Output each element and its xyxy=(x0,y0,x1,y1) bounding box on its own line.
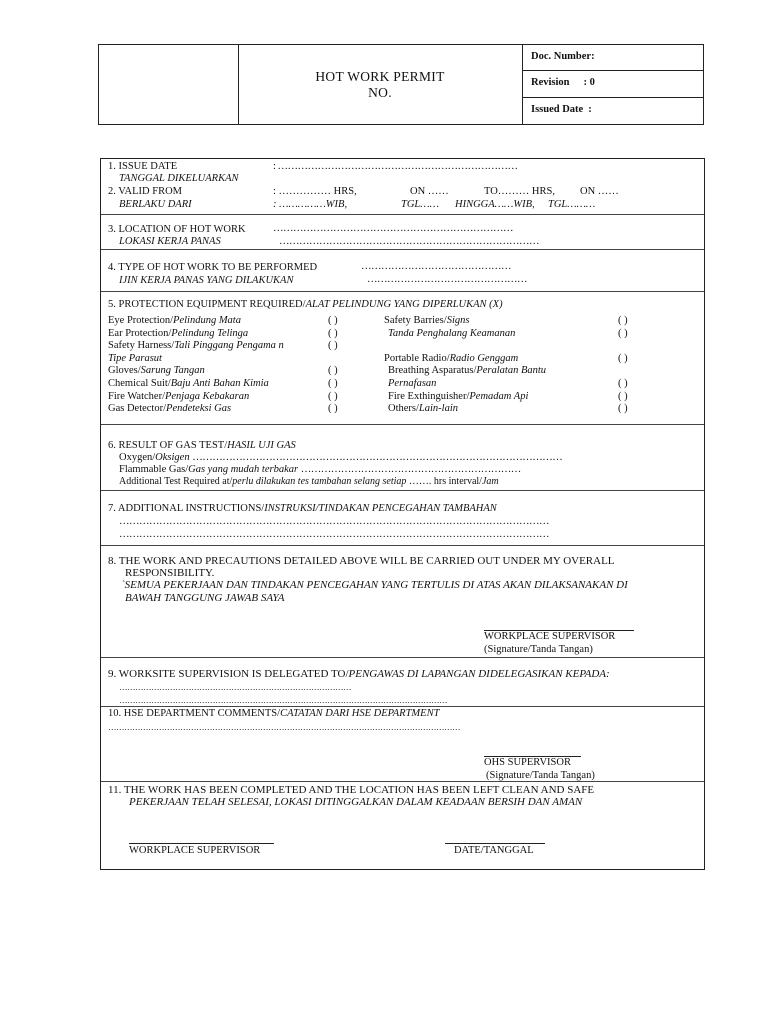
ppe-left-item-id: Pelindung Mata xyxy=(173,315,241,326)
ppe-right-item-label xyxy=(388,378,436,390)
valid-from-wib-field: : ……………WIB, xyxy=(273,199,348,210)
completion-supervisor-title: WORKPLACE SUPERVISOR xyxy=(129,845,261,856)
ppe-left-item-id: Pelindung Telinga xyxy=(171,327,249,339)
issued-date-value: : xyxy=(588,103,592,115)
instructions-field-2[interactable]: ………………………………………………………………………………………………………………… xyxy=(119,529,549,540)
section-dates xyxy=(101,159,704,215)
ppe-right-item-label xyxy=(384,315,469,327)
doc-number-row xyxy=(523,45,704,71)
ppe-right-item-id: Pemadam Api xyxy=(469,390,529,402)
section-delegation xyxy=(101,658,704,707)
ppe-right-item-en: Fire Exthinguisher/ xyxy=(388,390,470,402)
completion-date-line[interactable] xyxy=(445,843,545,844)
section-hse-comments xyxy=(101,707,704,782)
ppe-right-item-id: Radio Genggam xyxy=(449,352,519,364)
delegation-field-2[interactable]: …………………………………………………………………………………………………………… xyxy=(119,695,447,705)
valid-to-hrs-field[interactable]: TO……… HRS, xyxy=(484,186,555,197)
ppe-left-checkbox[interactable]: ( ) xyxy=(328,378,338,389)
section-completion xyxy=(101,782,704,869)
oxygen-label-id: Oksigen xyxy=(155,452,190,463)
instructions-field-1[interactable]: ………………………………………………………………………………………………………………… xyxy=(119,516,549,527)
issued-date-row xyxy=(523,98,704,124)
hse-comments-label-en: 10. HSE DEPARTMENT COMMENTS/ xyxy=(108,708,281,719)
workplace-supervisor-title: WORKPLACE SUPERVISOR xyxy=(484,631,616,642)
ppe-right-item-label xyxy=(388,391,528,403)
gas-test-label-en: 6. RESULT OF GAS TEST/ xyxy=(108,440,228,451)
ppe-right-item-en: Breathing Asparatus/ xyxy=(388,365,477,377)
gas-test-label xyxy=(108,440,296,452)
ppe-right-item-id: Pernafasan xyxy=(388,378,437,389)
ppe-left-item-en: Fire Watcher/ xyxy=(108,390,165,402)
delegation-label-en: 9. WORKSITE SUPERVISION IS DELEGATED TO/ xyxy=(108,668,349,680)
oxygen-field[interactable]: ………………………………………………………………………………………………… xyxy=(192,452,563,463)
ppe-left-item-id: Tali Pinggang Pengama n xyxy=(174,340,284,352)
section-additional-instructions xyxy=(101,491,704,546)
ppe-left-item-en: Eye Protection/ xyxy=(108,315,174,326)
gas-test-label-id: HASIL UJI GAS xyxy=(227,440,296,451)
additional-test-row xyxy=(119,476,499,488)
workplace-supervisor-sub: (Signature/Tanda Tangan) xyxy=(484,644,593,655)
ppe-left-checkbox[interactable]: ( ) xyxy=(328,327,338,339)
ppe-right-checkbox[interactable]: ( ) xyxy=(618,327,628,339)
ppe-left-item-label xyxy=(108,315,241,327)
section-protection-equipment xyxy=(101,292,704,425)
work-type-label-id: IJIN KERJA PANAS YANG DILAKUKAN xyxy=(119,275,294,286)
additional-test-field[interactable]: ……. xyxy=(408,476,432,487)
delegation-label xyxy=(108,668,610,680)
protection-label-id: ALAT PELINDUNG YANG DIPERLUKAN (X) xyxy=(305,299,503,310)
section-responsibility xyxy=(101,546,704,658)
completion-line2: PEKERJAAN TELAH SELESAI, LOKASI DITINGGALKAN DALAM KEADAAN BERSIH DAN AMAN xyxy=(129,796,583,808)
ppe-right-item-label xyxy=(384,353,518,365)
ppe-left-item-id: Tipe Parasut xyxy=(108,352,162,364)
responsibility-line2: RESPONSIBILITY. xyxy=(125,567,215,579)
section-work-type xyxy=(101,250,704,292)
hse-comments-label xyxy=(108,708,439,720)
section-location xyxy=(101,215,704,250)
responsibility-line4: BAWAH TANGGUNG JAWAB SAYA xyxy=(125,592,285,604)
permit-title xyxy=(238,45,522,124)
completion-supervisor-signature-line[interactable] xyxy=(129,843,274,844)
oxygen-row xyxy=(119,452,562,464)
flammable-row xyxy=(119,464,521,476)
delegation-field-1[interactable]: …………………………………………………………………………… xyxy=(119,682,351,692)
protection-label xyxy=(108,299,503,311)
hse-comments-field[interactable]: …………………………………………………………………………………………………………………… xyxy=(108,722,460,732)
ppe-right-item-en: Safety Barries/ xyxy=(384,315,447,326)
ppe-right-item-en: Portable Radio/ xyxy=(384,352,450,364)
permit-title-line1: HOT WORK PERMIT xyxy=(315,69,445,84)
issue-date-label-id: TANGGAL DIKELUARKAN xyxy=(119,173,239,184)
ppe-right-checkbox[interactable]: ( ) xyxy=(618,352,628,364)
protection-label-en: 5. PROTECTION EQUIPMENT REQUIRED/ xyxy=(108,299,306,310)
issue-date-field[interactable]: : ……………………………………………………………… xyxy=(273,161,518,172)
ppe-left-item-label xyxy=(108,378,269,390)
ppe-right-item-label xyxy=(388,328,515,340)
work-type-field-2[interactable]: ………………………………………… xyxy=(367,274,527,285)
section-gas-test xyxy=(101,425,704,491)
additional-test-unit-en: hrs interval/ xyxy=(433,476,482,487)
issued-date-label: Issued Date xyxy=(531,103,584,115)
ppe-right-item-label xyxy=(388,403,458,415)
ppe-right-checkbox[interactable]: ( ) xyxy=(618,315,628,326)
valid-from-label-id: BERLAKU DARI xyxy=(119,199,192,210)
ppe-left-item-label xyxy=(108,365,205,377)
hse-comments-label-id: CATATAN DARI HSE DEPARTMENT xyxy=(280,708,440,719)
doc-number-label: Doc. Number: xyxy=(531,51,595,62)
valid-from-tgl-field: TGL…… xyxy=(401,199,439,210)
revision-row xyxy=(523,71,704,97)
location-field-2[interactable]: …………………………………………………………………… xyxy=(279,236,539,247)
permit-form xyxy=(100,158,705,870)
ppe-right-item-id: Lain-lain xyxy=(418,403,459,415)
ppe-right-checkbox[interactable]: ( ) xyxy=(618,390,628,402)
completion-line1: 11. THE WORK HAS BEEN COMPLETED AND THE LOCATION HAS BEEN LEFT CLEAN AND SAFE xyxy=(108,784,595,796)
additional-test-label-en: Additional Test Required at/ xyxy=(119,476,233,487)
ppe-left-checkbox[interactable]: ( ) xyxy=(328,365,338,377)
work-type-label: 4. TYPE OF HOT WORK TO BE PERFORMED xyxy=(108,262,318,273)
valid-to-tgl-field: TGL……… xyxy=(548,199,596,210)
ppe-left-item-en: Gloves/ xyxy=(108,365,141,377)
ppe-left-item-label xyxy=(108,353,162,365)
ppe-left-item-en: Ear Protection/ xyxy=(108,327,172,339)
valid-hingga-field: HINGGA……WIB, xyxy=(455,199,535,210)
ohs-supervisor-title: OHS SUPERVISOR xyxy=(484,757,571,768)
ohs-supervisor-sub: (Signature/Tanda Tangan) xyxy=(486,770,595,781)
additional-test-unit-id: Jam xyxy=(481,476,499,487)
additional-test-label-id: perlu dilakukan tes tambahan selang setiap xyxy=(232,476,407,487)
instructions-label-id: INSTRUKSI/TINDAKAN PENCEGAHAN TAMBAHAN xyxy=(264,503,497,514)
location-label: 3. LOCATION OF HOT WORK xyxy=(108,224,246,235)
ppe-left-item-id: Penjaga Kebakaran xyxy=(164,390,250,402)
flammable-label-id: Gas yang mudah terbakar xyxy=(188,464,299,475)
ppe-left-checkbox[interactable]: ( ) xyxy=(328,315,338,326)
oxygen-label-en: Oxygen/ xyxy=(119,452,156,463)
ppe-right-checkbox[interactable]: ( ) xyxy=(618,403,628,415)
issue-date-label: 1. ISSUE DATE xyxy=(108,161,178,172)
valid-from-label: 2. VALID FROM xyxy=(108,186,183,197)
flammable-label-en: Flammable Gas/ xyxy=(119,464,189,475)
ppe-left-item-label xyxy=(108,403,231,415)
completion-date-title: DATE/TANGGAL xyxy=(454,845,534,856)
valid-from-on-field[interactable]: ON …… xyxy=(410,186,449,197)
ppe-left-checkbox[interactable]: ( ) xyxy=(328,340,338,352)
revision-value: : 0 xyxy=(583,77,595,89)
revision-label: Revision xyxy=(531,77,570,89)
flammable-field[interactable]: ………………………………………………………… xyxy=(300,464,521,475)
instructions-label xyxy=(108,503,497,515)
document-header xyxy=(98,44,704,125)
responsibility-line1: 8. THE WORK AND PRECAUTIONS DETAILED ABOVE WILL BE CARRIED OUT UNDER MY OVERALL xyxy=(108,555,615,567)
ppe-left-item-label xyxy=(108,391,249,403)
ppe-left-item-en: Safety Harness/ xyxy=(108,340,175,352)
ppe-left-checkbox[interactable]: ( ) xyxy=(328,390,338,402)
ppe-right-item-id: Tanda Penghalang Keamanan xyxy=(388,327,516,339)
valid-to-on-field[interactable]: ON …… xyxy=(580,186,619,197)
ppe-right-item-id: Peralatan Bantu xyxy=(476,365,547,377)
logo-cell xyxy=(99,45,239,124)
valid-from-hrs-field[interactable]: : …………… HRS, xyxy=(273,186,357,197)
ppe-left-checkbox[interactable]: ( ) xyxy=(328,403,338,415)
ppe-right-item-id: Signs xyxy=(446,315,470,326)
work-type-field-1[interactable]: ……………………………………… xyxy=(361,261,511,272)
ppe-right-checkbox[interactable]: ( ) xyxy=(618,378,628,389)
instructions-label-en: 7. ADDITIONAL INSTRUCTIONS/ xyxy=(108,503,265,514)
location-field-1[interactable]: ……………………………………………………………… xyxy=(273,223,513,234)
delegation-label-id: PENGAWAS DI LAPANGAN DIDELEGASIKAN KEPADA: xyxy=(348,668,610,680)
ppe-left-item-id: Baju Anti Bahan Kimia xyxy=(170,378,269,389)
ppe-left-item-id: Pendeteksi Gas xyxy=(166,403,232,415)
responsibility-line3: `SEMUA PEKERJAAN DAN TINDAKAN PENCEGAHAN YANG TERTULIS DI ATAS AKAN DILAKSANAKAN DI xyxy=(121,579,628,591)
document-meta xyxy=(522,45,704,124)
location-label-id: LOKASI KERJA PANAS xyxy=(119,236,221,247)
permit-title-line2: NO. xyxy=(368,85,392,100)
ppe-right-item-en: Others/ xyxy=(388,403,419,415)
ppe-left-item-en: Gas Detector/ xyxy=(108,403,167,415)
ppe-left-item-id: Sarung Tangan xyxy=(140,365,205,377)
ppe-left-item-en: Chemical Suit/ xyxy=(108,378,171,389)
ppe-right-item-label xyxy=(388,365,546,377)
ppe-left-item-label xyxy=(108,328,248,340)
ppe-left-item-label xyxy=(108,340,284,352)
